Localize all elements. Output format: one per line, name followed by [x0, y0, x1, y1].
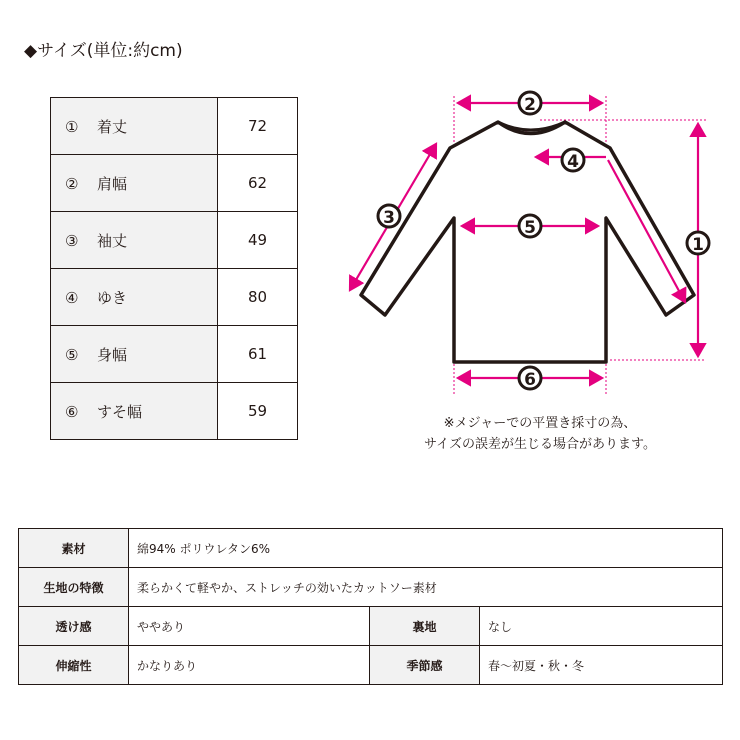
row-number: ④ — [65, 288, 79, 307]
season-value: 春〜初夏・秋・冬 — [480, 646, 723, 685]
row-label: すそ幅 — [97, 402, 143, 421]
size-row-sleeve — [51, 212, 298, 269]
size-row-shoulder — [51, 155, 298, 212]
badge-label: 3 — [383, 208, 395, 228]
row-label: ゆき — [97, 288, 128, 307]
badge-label: 6 — [524, 370, 536, 390]
size-heading: ◆サイズ(単位:約cm) — [24, 41, 183, 61]
badge-2 — [519, 92, 541, 115]
feature-label: 生地の特徴 — [19, 568, 129, 607]
badge-1 — [687, 232, 709, 255]
measurement-note — [390, 413, 690, 455]
size-row-length — [51, 98, 298, 155]
lining-label: 裏地 — [370, 607, 480, 646]
stretch-label: 伸縮性 — [19, 646, 129, 685]
row-number: ③ — [65, 231, 79, 250]
spec-row-stretch — [19, 646, 723, 685]
sheer-value: ややあり — [129, 607, 370, 646]
material-value: 綿94% ポリウレタン6% — [129, 529, 723, 568]
badge-6 — [519, 367, 541, 390]
row-number: ① — [65, 117, 79, 136]
badge-label: 1 — [692, 235, 704, 255]
note-line: ※メジャーでの平置き採寸の為、 — [443, 416, 637, 431]
row-value: 61 — [218, 326, 298, 383]
size-row-body-width — [51, 326, 298, 383]
spec-row-sheer — [19, 607, 723, 646]
badge-label: 4 — [567, 152, 579, 172]
spec-table — [18, 528, 723, 685]
row-value: 72 — [218, 98, 298, 155]
badge-3 — [378, 205, 400, 228]
row-number: ② — [65, 174, 79, 193]
row-label: 身幅 — [97, 345, 128, 364]
size-row-hem-width — [51, 383, 298, 440]
row-value: 59 — [218, 383, 298, 440]
feature-value: 柔らかくて軽やか、ストレッチの効いたカットソー素材 — [129, 568, 723, 607]
season-label: 季節感 — [370, 646, 480, 685]
badge-label: 5 — [524, 218, 536, 238]
row-label: 肩幅 — [97, 174, 128, 193]
note-line: サイズの誤差が生じる場合があります。 — [424, 437, 656, 452]
row-value: 80 — [218, 269, 298, 326]
row-label: 袖丈 — [97, 231, 128, 250]
spec-row-material — [19, 529, 723, 568]
badge-4 — [562, 149, 584, 172]
badge-5 — [519, 215, 541, 238]
badge-label: 2 — [524, 95, 536, 115]
size-table — [50, 97, 298, 440]
material-label: 素材 — [19, 529, 129, 568]
garment-diagram — [330, 80, 720, 400]
stretch-value: かなりあり — [129, 646, 370, 685]
spec-row-feature — [19, 568, 723, 607]
row-number: ⑥ — [65, 402, 79, 421]
lining-value: なし — [480, 607, 723, 646]
size-row-yuki — [51, 269, 298, 326]
row-value: 62 — [218, 155, 298, 212]
row-label: 着丈 — [97, 117, 128, 136]
row-number: ⑤ — [65, 345, 79, 364]
row-value: 49 — [218, 212, 298, 269]
sheer-label: 透け感 — [19, 607, 129, 646]
garment-outline — [361, 122, 694, 362]
